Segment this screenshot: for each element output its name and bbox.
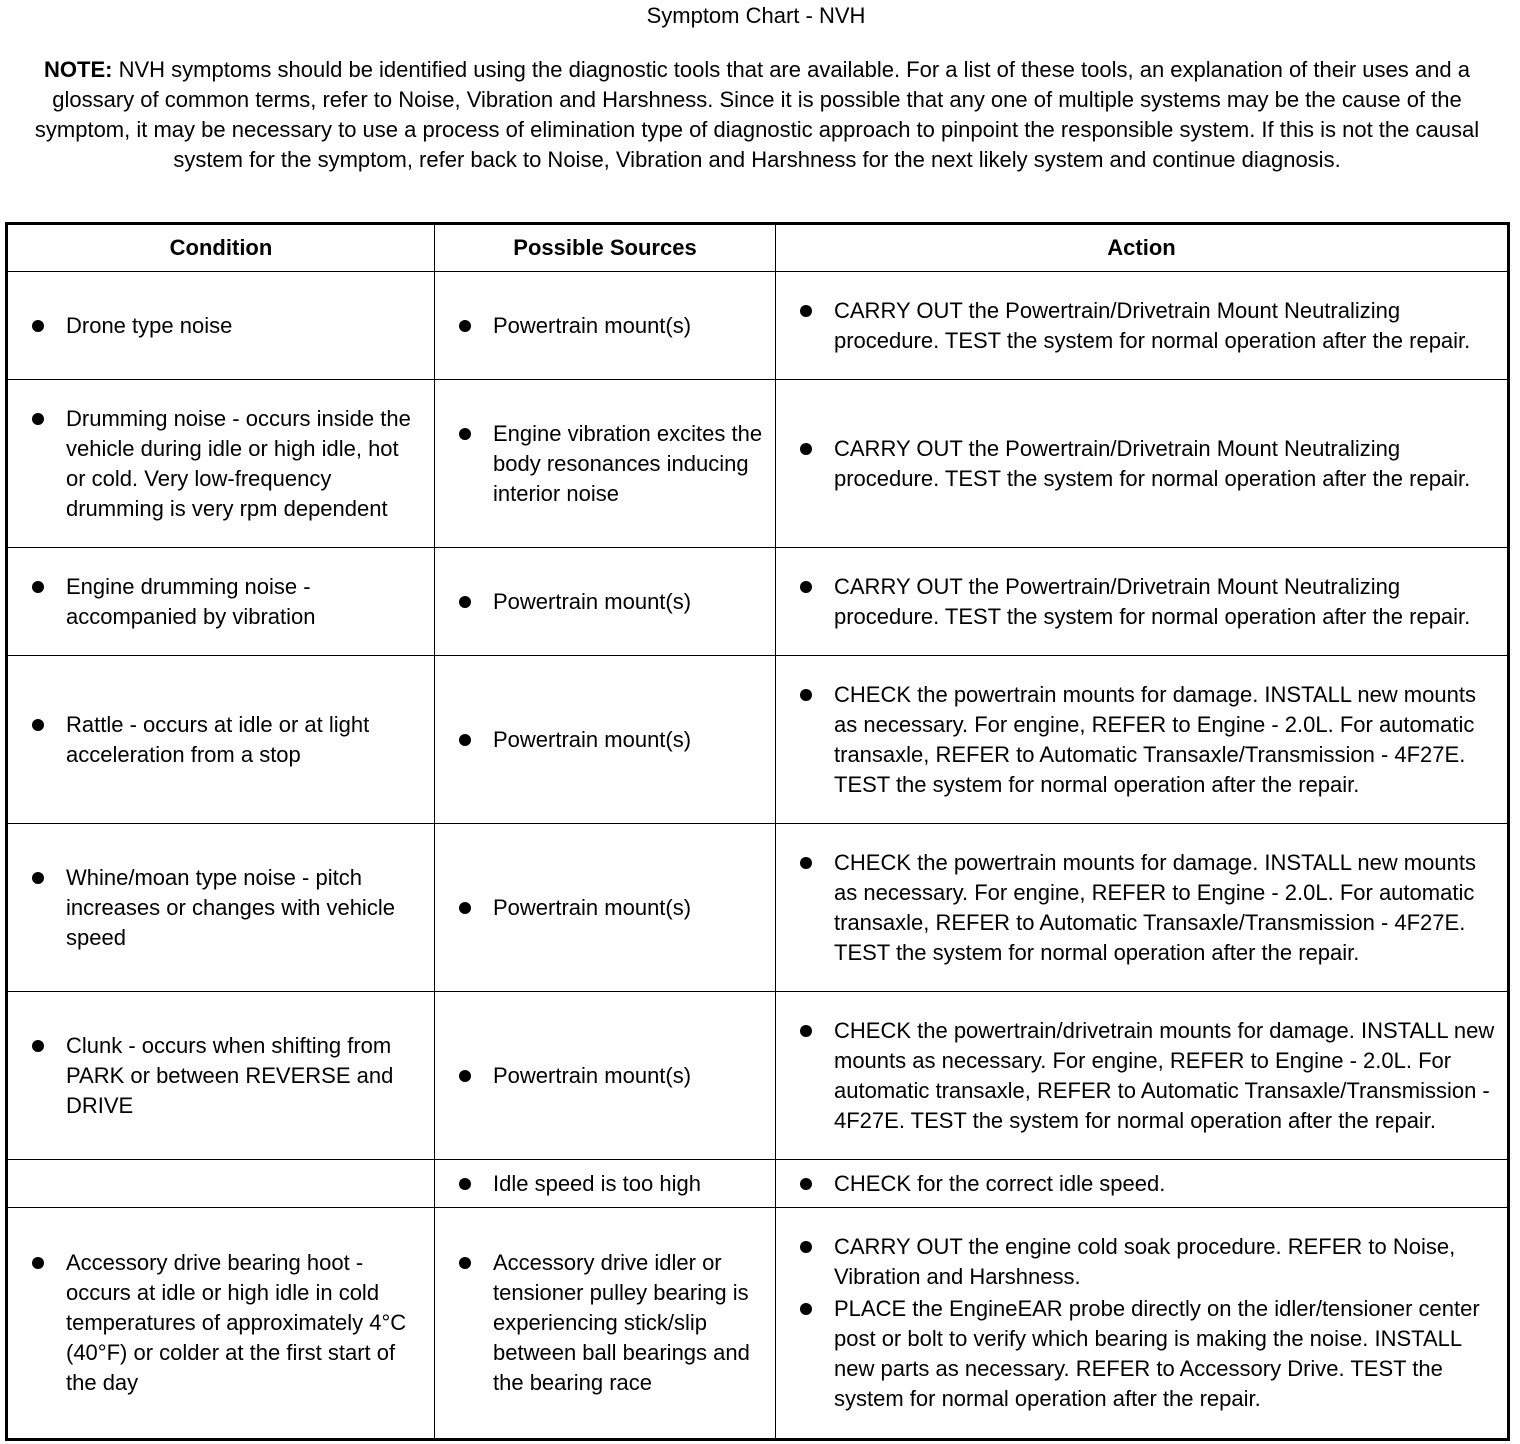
bullet-item: [800, 1294, 1497, 1414]
table-row: [7, 656, 1509, 824]
bullet-icon: [800, 1303, 812, 1315]
table-row: [7, 380, 1509, 548]
bullet-item: [800, 572, 1497, 632]
possible-sources-cell: [435, 380, 776, 548]
bullet-item: [459, 1169, 765, 1199]
possible-sources-cell-text: Engine vibration excites the body resonances inducing interior noise: [493, 420, 763, 506]
table-row: [7, 548, 1509, 656]
bullet-icon: [32, 1257, 44, 1269]
bullet-item: [459, 893, 765, 923]
note-paragraph: [10, 55, 1504, 175]
bullet-item: [800, 848, 1497, 968]
possible-sources-cell: [435, 1208, 776, 1440]
bullet-icon: [800, 305, 812, 317]
condition-cell-text: Rattle - occurs at idle or at light acceleration from a stop: [66, 711, 370, 767]
action-cell: [776, 548, 1509, 656]
bullet-icon: [32, 719, 44, 731]
table-body: [7, 272, 1509, 1440]
condition-cell: [7, 1208, 435, 1440]
possible-sources-cell: [435, 656, 776, 824]
table-header-row: [7, 224, 1509, 272]
bullet-item: [32, 572, 424, 632]
action-cell: [776, 380, 1509, 548]
bullet-item: [32, 710, 424, 770]
table-row: [7, 1160, 1509, 1208]
table-row: [7, 824, 1509, 992]
bullet-item: [459, 725, 765, 755]
action-cell: [776, 1208, 1509, 1440]
possible-sources-cell-text: Idle speed is too high: [493, 1170, 701, 1196]
possible-sources-cell: [435, 992, 776, 1160]
action-cell: [776, 656, 1509, 824]
bullet-icon: [800, 689, 812, 701]
bullet-icon: [459, 734, 471, 746]
table-row: [7, 1208, 1509, 1440]
action-cell-text: CARRY OUT the Powertrain/Drivetrain Mount Neutralizing procedure. TEST the system for normal operation after the repair.: [834, 435, 1471, 491]
action-cell: [776, 1160, 1509, 1208]
bullet-item: [800, 434, 1497, 494]
bullet-icon: [800, 581, 812, 593]
bullet-item: [800, 1232, 1497, 1292]
possible-sources-cell-text: Powertrain mount(s): [493, 894, 692, 920]
header-possible-sources: Possible Sources: [435, 224, 776, 272]
condition-cell-text: Drumming noise - occurs inside the vehicle during idle or high idle, hot or cold. Very low-frequency drumming is very rpm dependent: [66, 405, 411, 521]
possible-sources-cell-text: Powertrain mount(s): [493, 1062, 692, 1088]
possible-sources-cell: [435, 548, 776, 656]
bullet-item: [32, 1031, 424, 1121]
possible-sources-cell-text: Powertrain mount(s): [493, 588, 692, 614]
bullet-item: [459, 587, 765, 617]
action-cell: [776, 992, 1509, 1160]
possible-sources-cell: [435, 272, 776, 380]
possible-sources-cell: [435, 824, 776, 992]
action-cell: [776, 272, 1509, 380]
bullet-item: [800, 296, 1497, 356]
condition-cell: [7, 992, 435, 1160]
bullet-icon: [800, 1241, 812, 1253]
possible-sources-cell: [435, 1160, 776, 1208]
condition-cell: [7, 380, 435, 548]
table-row: [7, 272, 1509, 380]
possible-sources-cell-text: Powertrain mount(s): [493, 726, 692, 752]
condition-cell-text: Whine/moan type noise - pitch increases or changes with vehicle speed: [66, 864, 395, 950]
condition-cell: [7, 272, 435, 380]
bullet-icon: [800, 1025, 812, 1037]
action-cell-text: CARRY OUT the Powertrain/Drivetrain Mount Neutralizing procedure. TEST the system for normal operation after the repair.: [834, 573, 1471, 629]
bullet-item: [32, 404, 424, 524]
note-label: NOTE:: [44, 57, 113, 82]
symptom-chart-table: [5, 222, 1510, 1441]
bullet-icon: [459, 320, 471, 332]
condition-cell: [7, 824, 435, 992]
bullet-icon: [459, 1257, 471, 1269]
bullet-item: [800, 1016, 1497, 1136]
bullet-icon: [800, 443, 812, 455]
condition-cell: [7, 656, 435, 824]
condition-cell-text: Clunk - occurs when shifting from PARK or between REVERSE and DRIVE: [66, 1032, 394, 1118]
bullet-item: [459, 1248, 765, 1398]
bullet-item: [459, 1061, 765, 1091]
possible-sources-cell-text: Accessory drive idler or tensioner pulley bearing is experiencing stick/slip between ball bearings and the bearing race: [493, 1250, 750, 1395]
action-cell-text: CHECK the powertrain mounts for damage. INSTALL new mounts as necessary. For engine, REFER to Engine - 2.0L. For automatic transaxle, REFER to Automatic Transaxle/Transmission - 4F27E. TEST the system for normal operation after the repair.: [834, 681, 1476, 797]
action-cell-text: CARRY OUT the Powertrain/Drivetrain Mount Neutralizing procedure. TEST the system for normal operation after the repair.: [834, 297, 1471, 353]
bullet-item: [800, 680, 1497, 800]
table-row: [7, 992, 1509, 1160]
bullet-icon: [459, 1178, 471, 1190]
action-cell-text: CARRY OUT the engine cold soak procedure. REFER to Noise, Vibration and Harshness.: [834, 1234, 1456, 1289]
condition-cell: [7, 1160, 435, 1208]
header-condition: Condition: [7, 224, 435, 272]
header-action: Action: [776, 224, 1509, 272]
condition-cell-text: Accessory drive bearing hoot - occurs at idle or high idle in cold temperatures of approximately 4°C (40°F) or colder at the first start of the day: [66, 1250, 407, 1395]
bullet-icon: [800, 1178, 812, 1190]
bullet-icon: [800, 857, 812, 869]
bullet-icon: [459, 902, 471, 914]
bullet-icon: [32, 581, 44, 593]
bullet-item: [459, 311, 765, 341]
bullet-item: [32, 311, 424, 341]
action-cell-text: CHECK the powertrain mounts for damage. INSTALL new mounts as necessary. For engine, REFER to Engine - 2.0L. For automatic transaxle, REFER to Automatic Transaxle/Transmission - 4F27E. TEST the system for normal operation after the repair.: [834, 849, 1476, 965]
note-text: NVH symptoms should be identified using the diagnostic tools that are available. For a list of these tools, an explanation of their uses and a glossary of common terms, refer to Noise, Vibration and Harshness. Since it is possible that any one of multiple systems may be the cause of the symptom, it may be necessary to use a process of elimination type of diagnostic approach to pinpoint the responsible system. If this is not the causal system for the symptom, refer back to Noise, Vibration and Harshness for the next likely system and continue diagnosis.: [34, 57, 1480, 172]
possible-sources-cell-text: Powertrain mount(s): [493, 312, 692, 338]
bullet-icon: [32, 1040, 44, 1052]
bullet-icon: [32, 413, 44, 425]
bullet-icon: [459, 596, 471, 608]
action-cell-text: CHECK the powertrain/drivetrain mounts for damage. INSTALL new mounts as necessary. For engine, REFER to Engine - 2.0L. For automatic transaxle, REFER to Automatic Transaxle/Transmission - 4F27E. TEST the system for normal operation after the repair.: [834, 1017, 1495, 1133]
action-cell-text: CHECK for the correct idle speed.: [834, 1170, 1166, 1196]
action-cell: [776, 824, 1509, 992]
condition-cell: [7, 548, 435, 656]
bullet-icon: [32, 320, 44, 332]
bullet-item: [459, 419, 765, 509]
condition-cell-text: Engine drumming noise - accompanied by vibration: [66, 573, 316, 629]
action-cell-text: PLACE the EngineEAR probe directly on the idler/tensioner center post or bolt to verify which bearing is making the noise. INSTALL new parts as necessary. REFER to Accessory Drive. TEST the system for normal operation after the repair.: [834, 1296, 1480, 1411]
condition-cell-text: Drone type noise: [66, 312, 233, 338]
bullet-item: [32, 863, 424, 953]
bullet-icon: [459, 428, 471, 440]
page-title: Symptom Chart - NVH: [646, 3, 866, 28]
bullet-item: [32, 1248, 424, 1398]
bullet-icon: [32, 872, 44, 884]
bullet-item: [800, 1169, 1497, 1199]
bullet-icon: [459, 1070, 471, 1082]
